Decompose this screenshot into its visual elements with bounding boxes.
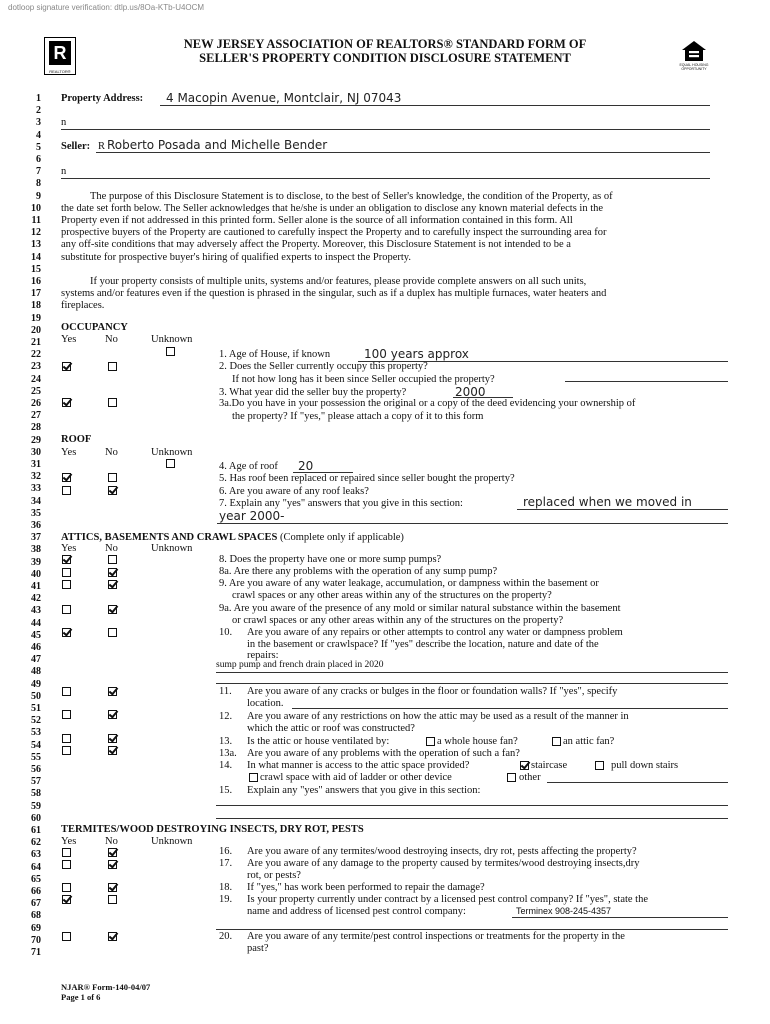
line-number: 63 <box>31 849 41 861</box>
pull-down-stairs-checkbox[interactable] <box>595 761 604 770</box>
roof-column-no: No <box>105 447 118 458</box>
attic-fan-checkbox[interactable] <box>552 737 561 746</box>
attics-column-unknown: Unknown <box>151 543 193 554</box>
signature-verification: dotloop signature verification: dtlp.us/8Oa-KTb-U4OCM <box>8 3 205 12</box>
q16-no-checkbox[interactable] <box>108 848 117 857</box>
q10-yes-checkbox[interactable] <box>62 628 71 637</box>
whole-house-fan-checkbox[interactable] <box>426 737 435 746</box>
q12-number: 12. <box>219 711 233 722</box>
q10-text-3: repairs: <box>247 650 279 661</box>
q13-number: 13. <box>219 736 233 747</box>
line-number: 18 <box>31 300 41 312</box>
q9a-yes-checkbox[interactable] <box>62 605 71 614</box>
line-number: 51 <box>31 703 41 714</box>
line-number: 27 <box>31 410 41 422</box>
q12-yes-checkbox[interactable] <box>62 710 71 719</box>
line-number: 9 <box>36 190 41 202</box>
q13-no-checkbox[interactable] <box>108 734 117 743</box>
q19-text-2: name and address of licensed pest control company: <box>247 906 466 917</box>
q16-yes-checkbox[interactable] <box>62 848 71 857</box>
q1-text: 1. Age of House, if known <box>219 349 331 360</box>
line-number: 5 <box>36 141 41 153</box>
q13a-text: Are you aware of any problems with the operation of such a fan? <box>247 748 520 759</box>
line-number: 56 <box>31 764 41 775</box>
line-number: 37 <box>31 532 41 544</box>
q3-text: 3. What year did the seller buy the property? <box>219 387 407 398</box>
other-access-label: other <box>519 772 541 783</box>
termites-column-unknown: Unknown <box>151 836 193 847</box>
line-number: 46 <box>31 642 41 653</box>
intro-line: any off-site conditions that may adversely affect the Property. Moreover, this Disclosure Statement is not intended to be a <box>61 239 571 251</box>
q13-yes-checkbox[interactable] <box>62 734 71 743</box>
termites-column-yes: Yes <box>61 836 77 847</box>
q12-text-1: Are you aware of any restrictions on how the attic may be used as a result of the manner in <box>247 711 629 722</box>
intro-line: The purpose of this Disclosure Statement is to disclose, to the best of Seller's knowledge, the condition of the Property, as of <box>90 191 613 202</box>
line-number: 28 <box>31 422 41 434</box>
q10-answer[interactable]: sump pump and french drain placed in 2020 <box>216 660 384 670</box>
realtor-logo-caption: REALTOR® <box>49 69 71 74</box>
other-access-checkbox[interactable] <box>507 773 516 782</box>
termites-heading: TERMITES/WOOD DESTROYING INSECTS, DRY ROT, PESTS <box>61 824 364 835</box>
q14-text: In what manner is access to the attic space provided? <box>247 760 470 771</box>
q18-yes-checkbox[interactable] <box>62 883 71 892</box>
q9a-text-1: 9a. Are you aware of the presence of any mold or similar natural substance within the basement <box>219 603 621 614</box>
intro-line: substitute for prospective buyer's hiring of qualified experts to inspect the Property. <box>61 251 411 263</box>
q12-no-checkbox[interactable] <box>108 710 117 719</box>
line-number: 42 <box>31 593 41 605</box>
termites-column-no: No <box>105 836 118 847</box>
intro-line: Property even if not addressed in this printed form. Seller alone is the source of all information contained in this form. All <box>61 215 573 227</box>
q15-text: Explain any "yes" answers that you give in this section: <box>247 785 481 796</box>
line-number: 60 <box>31 812 41 824</box>
line-number: 48 <box>31 666 41 678</box>
q6-yes-checkbox[interactable] <box>62 486 71 495</box>
q3a-no-checkbox[interactable] <box>108 398 117 407</box>
q3a-text-1: 3a.Do you have in your possession the original or a copy of the deed evidencing your ownership of <box>219 398 636 409</box>
property-address-label: Property Address: <box>61 93 144 104</box>
line-number: 57 <box>31 776 41 788</box>
footer-form-number: NJAR® Form-140-04/07 <box>61 982 151 992</box>
q10-text-1: Are you aware of any repairs or other attempts to control any water or dampness problem <box>247 627 623 638</box>
q8a-text: 8a. Are there any problems with the operation of any sump pump? <box>219 566 498 577</box>
form-title-line2: SELLER'S PROPERTY CONDITION DISCLOSURE STATEMENT <box>199 51 571 65</box>
q13-text: Is the attic or house ventilated by: <box>247 736 390 747</box>
q1-unknown-checkbox[interactable] <box>166 347 175 356</box>
q6-no-checkbox[interactable] <box>108 486 117 495</box>
line-number: 33 <box>31 483 41 495</box>
intro-line: fireplaces. <box>61 300 105 312</box>
q16-number: 16. <box>219 846 233 857</box>
q20-text-1: Are you aware of any termite/pest control inspections or treatments for the property in the <box>247 931 625 942</box>
line-number: 49 <box>31 678 41 690</box>
line-number: 12 <box>31 227 41 239</box>
intro-line: systems and/or features even if the question is phrased in the singular, such as if a duplex has multiple furnaces, water heaters and <box>61 288 607 300</box>
q11-text-1: Are you aware of any cracks or bulges in the floor or foundation walls? If "yes", specify <box>247 686 618 697</box>
roof-column-unknown: Unknown <box>151 447 193 458</box>
form-title-line1: NEW JERSEY ASSOCIATION OF REALTORS® STANDARD FORM OF <box>183 37 587 51</box>
q7-answer-2[interactable]: year 2000- <box>219 509 285 523</box>
line-number: 50 <box>31 690 41 702</box>
q7-text: 7. Explain any "yes" answers that you give in this section: <box>219 498 463 509</box>
q17-number: 17. <box>219 858 233 869</box>
q8-yes-checkbox[interactable] <box>62 555 71 564</box>
line-number: 3 <box>36 117 41 129</box>
q17-no-checkbox[interactable] <box>108 860 117 869</box>
line-number: 71 <box>31 947 41 958</box>
line-number: 4 <box>36 129 41 141</box>
pull-down-stairs-label: pull down stairs <box>611 760 679 771</box>
q2-no-checkbox[interactable] <box>108 362 117 371</box>
crawl-space-checkbox[interactable] <box>249 773 258 782</box>
line-number: 65 <box>31 873 41 885</box>
line-number: 6 <box>36 154 41 165</box>
line-number: 30 <box>31 446 41 458</box>
occupancy-heading: OCCUPANCY <box>61 322 128 333</box>
q20-text-2: past? <box>247 943 269 954</box>
q7-answer-1[interactable]: replaced when we moved in <box>523 495 692 509</box>
q20-yes-checkbox[interactable] <box>62 932 71 941</box>
line-number: 58 <box>31 788 41 800</box>
q18-no-checkbox[interactable] <box>108 883 117 892</box>
q9a-no-checkbox[interactable] <box>108 605 117 614</box>
line-number: 14 <box>31 251 41 263</box>
q14-number: 14. <box>219 760 233 771</box>
line-number: 55 <box>31 751 41 763</box>
seller-prefix: R <box>98 141 106 152</box>
q2b-text: If not how long has it been since Seller occupied the property? <box>232 374 495 385</box>
line-number: 69 <box>31 922 41 934</box>
line-number: 70 <box>31 934 41 946</box>
q3a-text-2: the property? If "yes," please attach a copy of it to this form <box>232 411 484 422</box>
q8-text: 8. Does the property have one or more sump pumps? <box>219 554 442 565</box>
q9a-text-2: or crawl spaces or any other areas within any of the structures on the property? <box>232 615 564 626</box>
line-number: 59 <box>31 800 41 812</box>
line-number: 26 <box>31 398 41 409</box>
intro-line: the date set forth below. The Seller acknowledges that he/she is under an obligation to disclose any known material defects in the <box>61 203 604 215</box>
line-number: 53 <box>31 727 41 739</box>
line-number: 62 <box>31 837 41 849</box>
roof-column-yes: Yes <box>61 447 77 458</box>
q4-unknown-checkbox[interactable] <box>166 459 175 468</box>
q3a-yes-checkbox[interactable] <box>62 398 71 407</box>
line-number: 47 <box>31 654 41 666</box>
staircase-label: staircase <box>531 760 568 771</box>
q1-answer[interactable]: 100 years approx <box>364 347 469 361</box>
intro-line: prospective buyers of the Property are cautioned to carefully inspect the Property and to carefully inspect the surrounding area for <box>61 227 607 239</box>
q8-no-checkbox[interactable] <box>108 555 117 564</box>
roof-heading: ROOF <box>61 434 92 445</box>
line-number: 19 <box>31 312 41 324</box>
attics-column-yes: Yes <box>61 543 77 554</box>
q6-text: 6. Are you aware of any roof leaks? <box>219 486 369 497</box>
q2-yes-checkbox[interactable] <box>62 362 71 371</box>
staircase-checkbox[interactable] <box>520 761 529 770</box>
line-number: 11 <box>31 215 41 226</box>
q19-text-1: Is your property currently under contract by a licensed pest control company? If "yes", state the <box>247 894 649 905</box>
q5-yes-checkbox[interactable] <box>62 473 71 482</box>
line-number: 15 <box>31 263 41 275</box>
line-number: 21 <box>31 337 41 348</box>
column-yes-label: Yes <box>61 334 77 345</box>
attics-heading: ATTICS, BASEMENTS AND CRAWL SPACES <box>61 532 278 543</box>
line-number: 7 <box>36 166 41 178</box>
q10-text-2: in the basement or crawlspace? If "yes" describe the location, nature and date of the <box>247 639 599 650</box>
intro-line: If your property consists of multiple units, systems and/or features, please provide complete answers on all such units, <box>90 276 587 287</box>
line-number: 31 <box>31 459 41 470</box>
line-number: 43 <box>31 605 41 617</box>
q19-yes-checkbox[interactable] <box>62 895 71 904</box>
q8a-no-checkbox[interactable] <box>108 568 117 577</box>
attics-heading-note: (Complete only if applicable) <box>280 532 404 543</box>
crawl-space-label: crawl space with aid of ladder or other device <box>260 772 452 783</box>
q17-yes-checkbox[interactable] <box>62 860 71 869</box>
line-number: 66 <box>31 886 41 897</box>
q19-answer[interactable]: Terminex 908-245-4357 <box>516 906 612 916</box>
q10-number: 10. <box>219 627 233 638</box>
equal-housing-caption: EQUAL HOUSING OPPORTUNITY <box>679 63 709 71</box>
q13a-no-checkbox[interactable] <box>108 746 117 755</box>
seller-label: Seller: <box>61 141 91 152</box>
column-unknown-label: Unknown <box>151 334 193 345</box>
seller-name-field[interactable]: Roberto Posada and Michelle Bender <box>107 138 328 152</box>
q11-yes-checkbox[interactable] <box>62 687 71 696</box>
q12-text-2: which the attic or roof was constructed? <box>247 723 415 734</box>
q9-no-checkbox[interactable] <box>108 580 117 589</box>
property-address-field[interactable]: 4 Macopin Avenue, Montclair, NJ 07043 <box>166 91 402 105</box>
line-number: 35 <box>31 507 41 519</box>
q11-number: 11. <box>219 686 232 697</box>
line-number: 45 <box>31 629 41 641</box>
footer-page-number: Page 1 of 6 <box>61 992 101 1002</box>
line3-fill-char: n <box>61 117 67 128</box>
line-number: 54 <box>31 739 41 751</box>
line-number: 2 <box>36 105 41 117</box>
q11-text-2: location. <box>247 698 284 709</box>
attics-heading-row <box>61 532 404 543</box>
line-number: 36 <box>31 520 41 531</box>
line-number: 52 <box>31 715 41 727</box>
line-number: 22 <box>31 349 41 361</box>
line7-fill-char: n <box>61 166 67 177</box>
q9-text-1: 9. Are you aware of any water leakage, accumulation, or dampness within the basement or <box>219 578 599 589</box>
line-number: 64 <box>31 861 41 873</box>
line-number: 41 <box>31 581 41 592</box>
attics-column-no: No <box>105 543 118 554</box>
line-number: 68 <box>31 910 41 922</box>
whole-house-fan-label: a whole house fan? <box>437 736 518 747</box>
line-number: 61 <box>31 825 41 836</box>
line-number: 39 <box>31 556 41 568</box>
line-number: 24 <box>31 373 41 385</box>
q15-number: 15. <box>219 785 233 796</box>
line-number: 44 <box>31 617 41 629</box>
q17-text-1: Are you aware of any damage to the property caused by termites/wood destroying insects,dry <box>247 858 640 869</box>
q20-number: 20. <box>219 931 233 942</box>
line-number: 38 <box>31 544 41 556</box>
q18-number: 18. <box>219 882 233 893</box>
q9-text-2: crawl spaces or any other areas within any of the structures on the property? <box>232 590 552 601</box>
line-number: 23 <box>31 361 41 373</box>
line-number: 20 <box>31 324 41 336</box>
q8a-yes-checkbox[interactable] <box>62 568 71 577</box>
q18-text: If "yes," has work been performed to repair the damage? <box>247 882 485 893</box>
q10-no-checkbox[interactable] <box>108 628 117 637</box>
line-number: 13 <box>31 239 41 251</box>
q4-text: 4. Age of roof <box>219 461 278 472</box>
attic-fan-label: an attic fan? <box>563 736 615 747</box>
line-number: 1 <box>36 93 41 104</box>
line-number: 67 <box>31 898 41 910</box>
q9-yes-checkbox[interactable] <box>62 580 71 589</box>
q13a-number: 13a. <box>219 748 237 759</box>
q19-no-checkbox[interactable] <box>108 895 117 904</box>
q2-text: 2. Does the Seller currently occupy this property? <box>219 361 428 372</box>
line-number: 34 <box>31 495 41 507</box>
q16-text: Are you aware of any termites/wood destroying insects, dry rot, pests affecting the property? <box>247 846 637 857</box>
q3-answer[interactable]: 2000 <box>455 385 486 399</box>
line-number: 17 <box>31 288 41 300</box>
q20-no-checkbox[interactable] <box>108 932 117 941</box>
q5-text: 5. Has roof been replaced or repaired since seller bought the property? <box>219 473 515 484</box>
line-number: 32 <box>31 471 41 483</box>
q13a-yes-checkbox[interactable] <box>62 746 71 755</box>
line-number: 25 <box>31 385 41 397</box>
q4-answer[interactable]: 20 <box>298 459 314 473</box>
line-number: 29 <box>31 434 41 446</box>
q11-no-checkbox[interactable] <box>108 687 117 696</box>
column-no-label: No <box>105 334 118 345</box>
q5-no-checkbox[interactable] <box>108 473 117 482</box>
realtor-logo-icon: R REALTOR® <box>44 37 76 75</box>
line-number: 10 <box>31 202 41 214</box>
line-number: 40 <box>31 568 41 580</box>
q19-number: 19. <box>219 894 233 905</box>
line-number: 8 <box>36 178 41 190</box>
line-number: 16 <box>31 276 41 287</box>
q17-text-2: rot, or pests? <box>247 870 301 881</box>
